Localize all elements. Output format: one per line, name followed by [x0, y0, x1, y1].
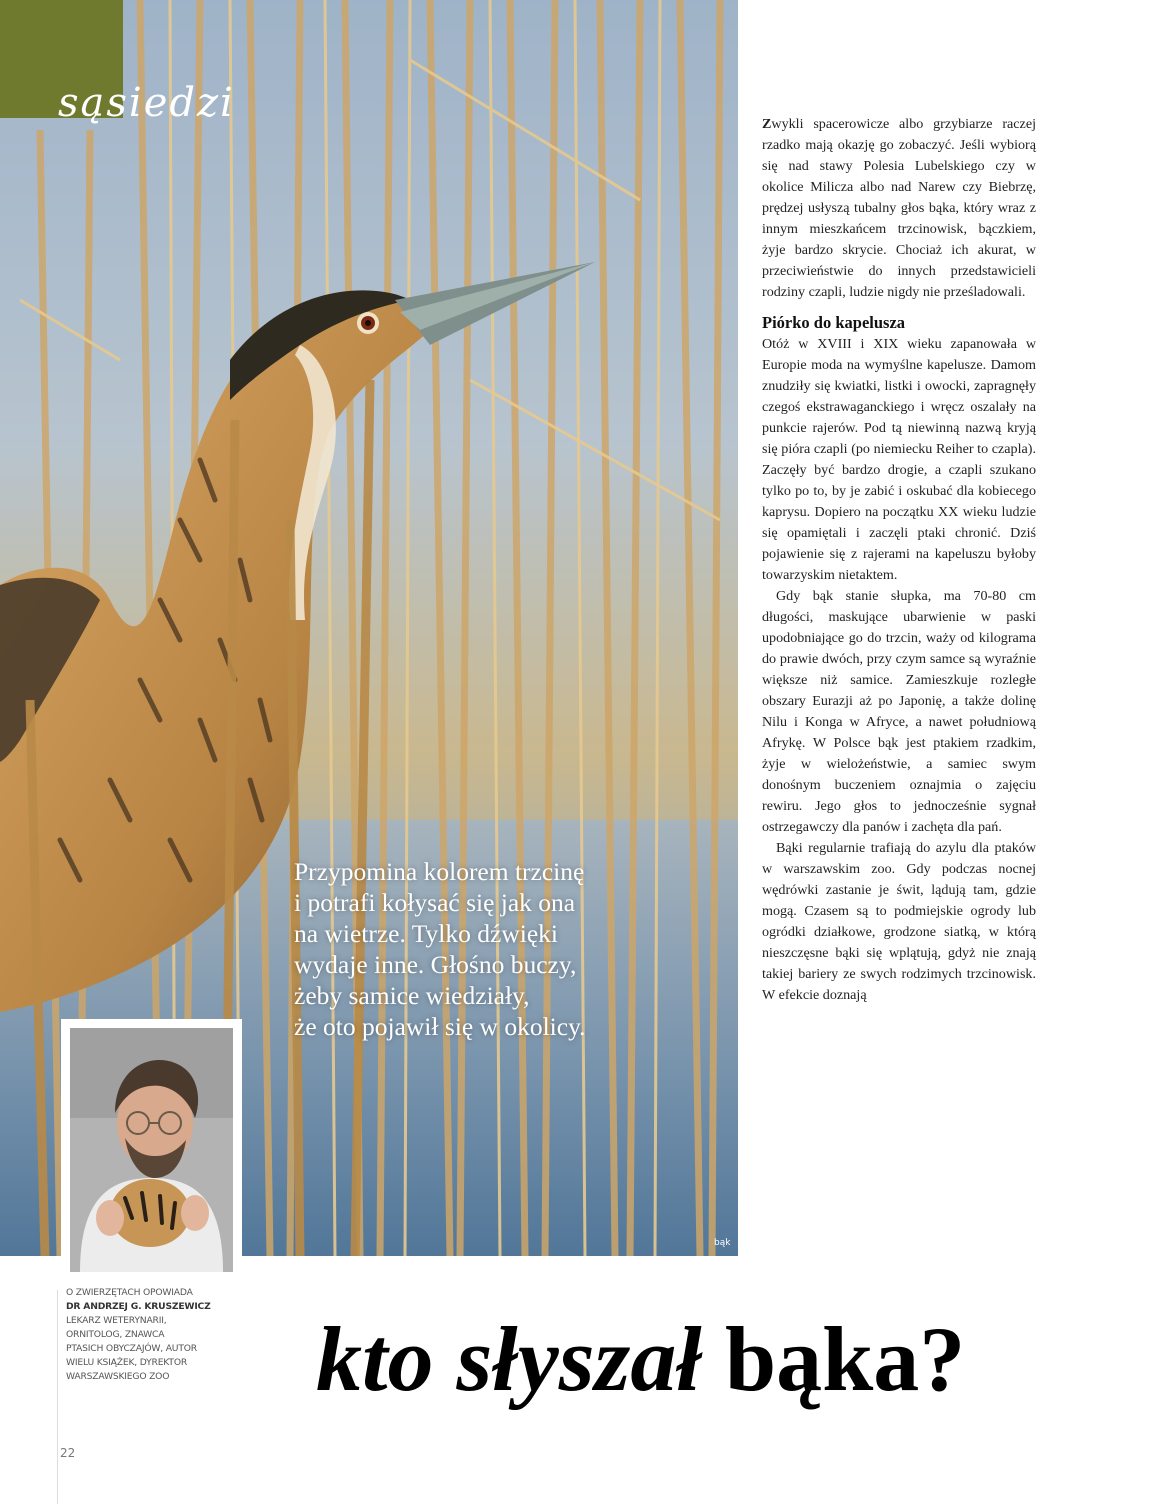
article-paragraph: Gdy bąk stanie słupka, ma 70-80 cm długości, maskujące ubarwienie w paski upodobniające go do trzcin, waży od kilograma do prawie dwóch, przy czym samce są wyraźnie większe niż samice. Zamieszkuje rozległe obszary Eurazji aż po Japonię, a także dolinę Nilu i Konga w Afryce, a nawet południową Afrykę. W Polsce bąk jest ptakiem rzadkim, żyje w wielożeństwie, a samiec swym donośnym buczeniem oznajmia o zajęciu rewiru. Jego głos to jednocześnie sygnał ostrzegawczy dla panów i zachęta dla pań.: [762, 588, 1036, 835]
headline-regular: bąka?: [724, 1308, 966, 1410]
pull-quote-line: żeby samice wiedziały,: [294, 981, 530, 1010]
article-paragraph: Otóż w XVIII i XIX wieku zapanowała w Europie moda na wymyślne kapelusze. Damom znudziły się kwiatki, listki i owocki, zapragnęły czegoś ekstrawaganckiego i wręcz oszalały na punkcie rajerów. Pod tą niewinną nazwą kryją się pióra czapli (po niemiecku Reiher to czapla). Zaczęły być bardzo drogie, a czapli szukano tylko po to, by je zabić i oskubać dla kobiecego kaprysu. Dopiero na początku XX wieku ludzie się opamiętali i zaczęli ptaki chronić. Dziś pojawienie się z rajerami na kapeluszu byłoby towarzyskim nietaktem.: [762, 336, 1036, 583]
author-name: DR ANDRZEJ G. KRUSZEWICZ: [66, 1301, 211, 1312]
article-paragraph: Bąki regularnie trafiają do azylu dla ptaków w warszawskim zoo. Gdy podczas nocnej wędrówki zastanie je świt, lądują tam, gdzie mogą. Czasem są to podmiejskie ogrody lub ogródki działkowe, grodzone siatką, w którą nieszczęsne bąki się wplątują, gdyż nie znają takiej bariery ze swych rodzimych trzcinowisk. W efekcie doznają: [762, 840, 1036, 1003]
author-bio-line: ORNITOLOG, ZNAWCA: [66, 1329, 165, 1340]
article-column: [762, 114, 1036, 1006]
author-with-tiger-cub-illustration: [70, 1028, 233, 1272]
pull-quote-line: na wietrze. Tylko dźwięki: [294, 919, 558, 948]
drop-cap: Z: [762, 116, 772, 132]
author-bio-line: LEKARZ WETERYNARII,: [66, 1315, 167, 1326]
pull-quote-line: Przypomina kolorem trzcinę: [294, 857, 585, 886]
article-intro: [762, 114, 1036, 303]
headline: [316, 1304, 965, 1414]
author-portrait-image: [70, 1028, 233, 1272]
author-portrait: [61, 1019, 242, 1281]
author-intro: O ZWIERZĘTACH OPOWIADA: [66, 1287, 193, 1298]
author-bio-line: WIELU KSIĄŻEK, DYREKTOR: [66, 1357, 188, 1368]
page-number: 22: [60, 1446, 76, 1460]
pull-quote: [294, 856, 714, 1042]
section-label: sąsiedzi: [58, 80, 235, 126]
photo-caption: bąk: [714, 1238, 731, 1248]
pull-quote-line: wydaje inne. Głośno buczy,: [294, 950, 577, 979]
author-bio-line: WARSZAWSKIEGO ZOO: [66, 1371, 170, 1382]
pull-quote-line: i potrafi kołysać się jak ona: [294, 888, 576, 917]
article-subheading: Piórko do kapelusza: [762, 313, 906, 332]
gutter-divider: [57, 1290, 58, 1504]
author-caption: [66, 1286, 241, 1384]
pull-quote-line: że oto pojawił się w okolicy.: [294, 1012, 586, 1041]
headline-italic: kto słyszał: [316, 1308, 702, 1410]
article-intro-text: wykli spacerowicze albo grzybiarze raczej rzadko mają okazję go zobaczyć. Jeśli wybiorą się nad stawy Polesia Lubelskiego czy w okolice Milicza albo nad Narew czy Biebrzę, prędzej usłyszą tubalny głos bąka, który wraz z innym mieszkańcem trzcinowisk, bączkiem, żyje bardzo skrycie. Chociaż ich akurat, w przeciwieństwie do innych przedstawicieli rodziny czapli, ludzie nigdy nie prześladowali.: [762, 116, 1036, 300]
author-bio-line: PTASICH OBYCZAJÓW, AUTOR: [66, 1343, 197, 1354]
